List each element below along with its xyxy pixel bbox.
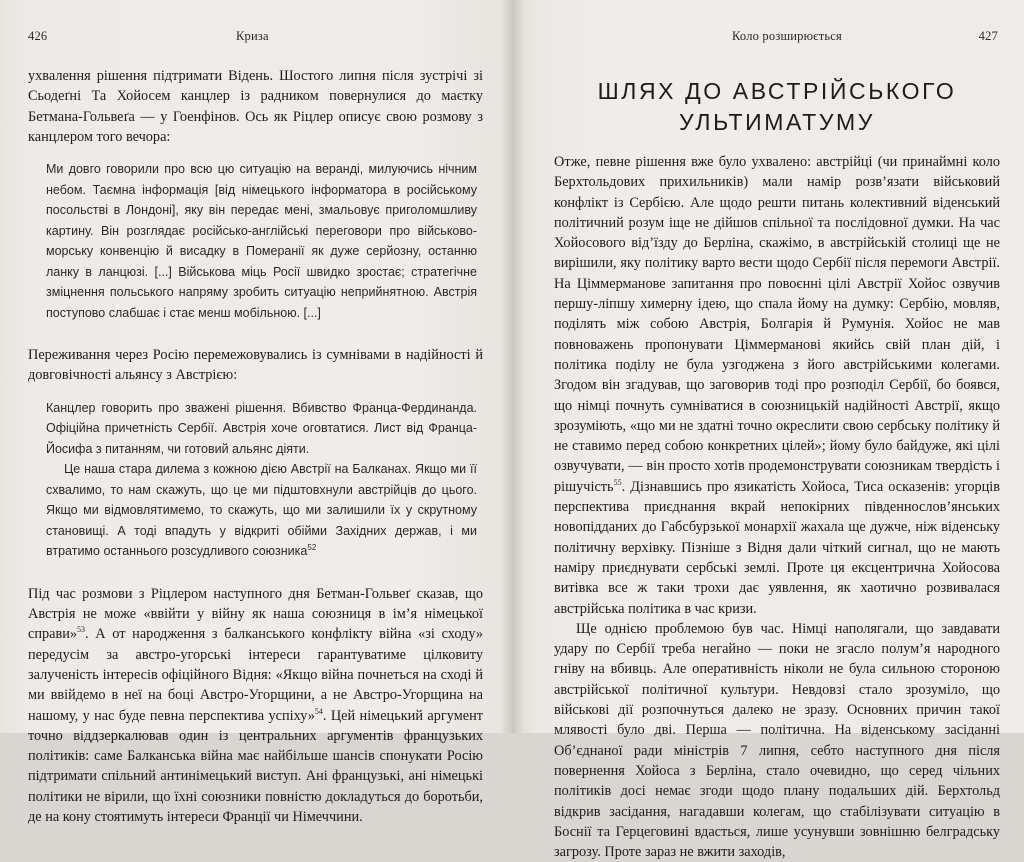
running-head-right: Коло розширюється bbox=[732, 29, 842, 43]
left-paragraph-3-part-c: . Цей німецький аргумент точно віддзеркалював один із центральних аргументів французьких політиків: саме Балканська війна має найбільше шансів спонукати Росію підтримати спільний антинімецький виступ. Ані французькі, ані німецькі політики не вірили, що їхні союзники повністю докладуться до боротьби, де на кону стоятимуть інтереси Франції чи Німеччини. bbox=[28, 707, 483, 826]
chapter-title-line-2: УЛЬТИМАТУМУ bbox=[678, 109, 876, 135]
footnote-ref-52[interactable]: 52 bbox=[307, 543, 317, 553]
left-page bbox=[0, 0, 512, 826]
right-page bbox=[512, 0, 1024, 861]
right-paragraph-1-part-b: . Дізнавшись про язикатість Хойоса, Тиса осказенів: угорців перспектива приєднання вкрай непокірних південнослов’янських новопідданих до Габсбурзької монархії жахала ще дужче, ніж віденську політичну верхівку. Пізніше з Відня дали чіткий сигнал, що не мають наміру приєднувати сербські землі. Проте ця ексцентрична Хойосова витівка все ж таки трохи дає уявлення, як хаотично розвивалася австрійська політика в час кризи. bbox=[554, 478, 1000, 617]
page-number-left: 426 bbox=[28, 29, 48, 43]
block-quote-1 bbox=[46, 159, 477, 323]
quote-2a-text: Канцлер говорить про зважені рішення. Вбивство Франца-Фердинанда. Офіційна причетність Сербії. Австрія хоче оговтатися. Лист від Франца-Йосифа з питанням, чи готовий альянс діяти. bbox=[46, 400, 477, 456]
right-page-text bbox=[554, 152, 1000, 862]
right-paragraph-1-part-a: Отже, певне рішення вже було ухвалено: австрійці (чи принаймні коло Берхтольдових прихильників) мали намір розв’язати військовий конфлікт із Сербією. Але щодо решти питань колективний віденський політичний розум іще не дійшов спільної та послідовної думки. На час Хойосового від’їзду до Берліна, скажімо, в австрійській столиці ще не вирішили, яку політику варто вести щодо Сербії після перемоги Австрії. На Ціммерманове запитання про повоєнні цілі Австрії Хойос озвучив першу-ліпшу химерну ідею, що спала йому на думку: Сербію, мовляв, поділять між собою Австрія, Болгарія й Румунія. Хойос не мав повноважень пропонувати Ціммерманові якийсь свій план дій, і політика поділу не була узгоджена з його австрійськими колегами. Згодом він згадував, що заговорив тоді про розподіл Сербії, бо боявся, що німці почнуть сумніватися в союзницькій надійності Австрії, якщо зрозуміють, «що ми не здатні точно окреслити свою сербську політику й не ставимо перед собою конкретних цілей»; йому було байдуже, які цілі озвучувати, — він просто хотів продемонструвати союзникам твердість і рішучість bbox=[554, 154, 1000, 495]
page-number-right: 427 bbox=[978, 29, 998, 43]
quote-2b-text: Це наша стара дилема з кожною дією Австрії на Балканах. Якщо ми її схвалимо, то нам скажуть, що це ми підштовхнули австрійців до цього. Якщо ми відмовлятимемо, то скажуть, що ми залишили їх у скрутному становищі. А тоді впадуть у відкриті обійми Західних держав, і ми втратимо останнього розсудливого союзника bbox=[46, 462, 477, 559]
running-head-left: Криза bbox=[236, 29, 269, 43]
right-paragraph-2: Ще однією проблемою був час. Німці наполягали, що завдавати удару по Сербії треба негайно — поки не згасло полум’я народного гніву на вбивць. Але оперативність ніколи не була сильною стороною австрійської політичної культури. Невдовзі стало зрозуміло, що військові дії розпочнуться далеко не зразу. Основних причин такої млявості було дві. Перша — політична. На віденському засіданні Об’єднаної ради міністрів 7 липня, себто наступного дня після повернення Хойоса з Берліна, стало очевидно, що серед чільних політиків досі немає згоди щодо плану подальших дій. Берхтольд відкрив засідання, нагадавши колегам, що стабілізувати ситуацію в Боснії та Герцеговині вдасться, лише усунувши зовнішню белградську загрозу. Проте зараз не вжити заходів, bbox=[554, 620, 1000, 861]
quote-1-text: Ми довго говорили про всю цю ситуацію на веранді, милуючись нічним небом. Таємна інформація [від німецького інформатора в російському посольстві в Лондоні], яку він передає мені, змальовує приголомшливу картину. Він розглядає російсько-англійські переговори про військово-морську конвенцію й висадку в Померанії як дуже серйозну, останню ланку в ланцюзі. [...] Військова міць Росії швидко зростає; стратегічне зміцнення польського напряму зробить ситуацію неприйнятною. Австрія поступово слабшає і стає менш мобільною. [...] bbox=[46, 162, 477, 320]
left-paragraph-1: ухвалення рішення підтримати Відень. Шостого липня після зустрічі зі Сьодеґні Та Хойосем канцлер із радником повернулися до маєтку Бетмана-Гольвеґа — у Гоенфінов. Ось як Ріцлер описує свою розмову з канцлером того вечора: bbox=[28, 68, 483, 145]
left-paragraph-2: Переживання через Росію перемежовувались із сумнівами в надійності й довговічності альянсу з Австрією: bbox=[28, 347, 483, 384]
block-quote-2 bbox=[46, 398, 477, 562]
footnote-ref-54[interactable]: 54 bbox=[314, 706, 323, 716]
left-paragraph-3 bbox=[28, 584, 483, 828]
right-paragraph-1 bbox=[554, 152, 1000, 619]
left-page-text bbox=[28, 66, 483, 827]
chapter-title-line-1: ШЛЯХ ДО АВСТРІЙСЬКОГО bbox=[597, 78, 957, 104]
left-paragraph-3-part-a: Під час розмови з Ріцлером наступного дня Бетман-Гольвеґ сказав, що Австрія не може «ввійти у війну як наша союзниця в ім’я німецької справи» bbox=[28, 585, 483, 643]
chapter-title bbox=[554, 76, 1000, 138]
footnote-ref-53[interactable]: 53 bbox=[77, 625, 86, 635]
quote-2b-paragraph bbox=[46, 459, 477, 562]
left-paragraph-3-part-b: . А от народження з балканського конфлікту війна «зі сходу» передусім за австро-угорські інтереси гарантуватиме цілковиту залученість інтересів офіційного Відня: «Якщо війна почнеться на сході й ми ввійдемо в неї на боці Австро-Угорщини, а не Австро-Угорщина на нашому, у нас буде певна перспектива успіху» bbox=[28, 626, 483, 724]
footnote-ref-55[interactable]: 55 bbox=[613, 477, 622, 487]
